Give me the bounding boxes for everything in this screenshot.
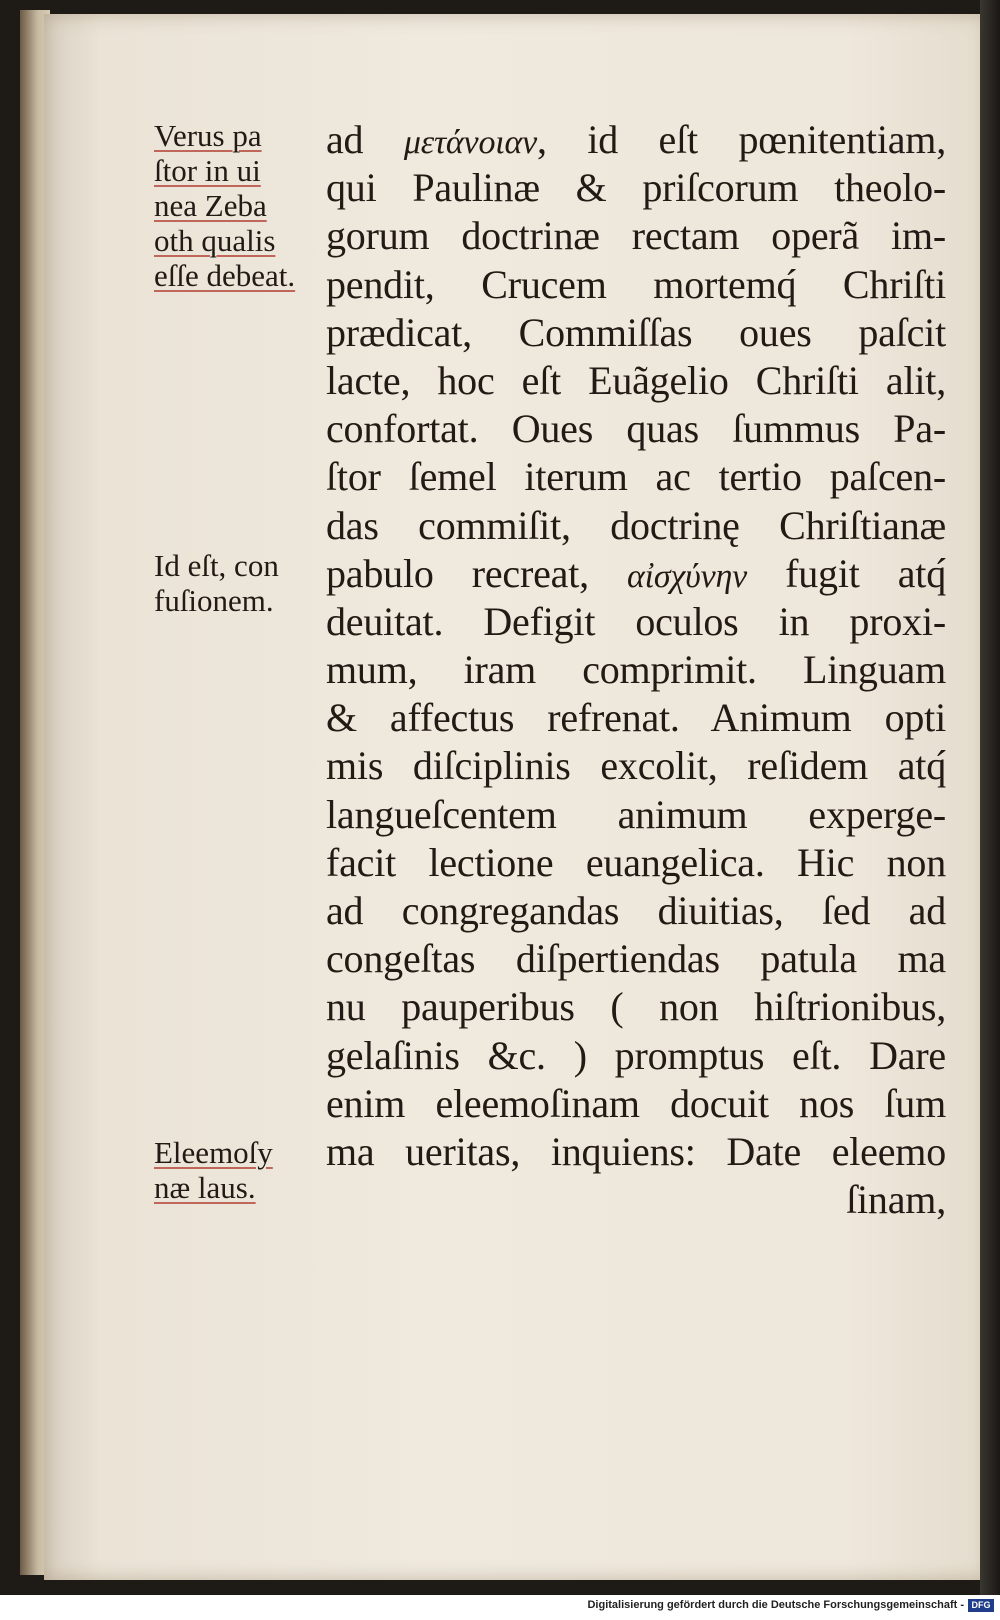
margin-note-line: oth qualis: [154, 223, 276, 258]
text-segment: congeſtas diſpertiendas patula ma: [326, 936, 946, 982]
funding-credit: Digitalisierung gefördert durch die Deutsche Forschungsgemeinschaft -: [587, 1599, 964, 1611]
greek-word: αἰσχύνην: [626, 557, 748, 595]
text-segment: enim eleemoſinam docuit nos ſum: [326, 1080, 946, 1126]
text-line: [326, 1032, 946, 1080]
margin-note-line: fuſionem.: [154, 583, 274, 618]
margin-note-line: Verus pa: [154, 118, 262, 153]
text-line: [326, 116, 946, 164]
text-line: [326, 453, 946, 501]
text-line: [326, 887, 946, 935]
text-line: [326, 1128, 946, 1176]
text-segment: gorum doctrinæ rectam operã im-: [326, 213, 946, 259]
text-segment: confortat. Oues quas ſummus Pa-: [326, 406, 946, 452]
text-line: [326, 550, 946, 598]
text-line: [326, 357, 946, 405]
text-segment: , id eſt pœnitentiam,: [537, 117, 947, 162]
margin-note-line: ſtor in ui: [154, 153, 261, 188]
text-segment: gelaſinis &c. ) promptus eſt. Dare: [326, 1032, 946, 1078]
margin-note-id-est: [154, 548, 314, 618]
footer-bar: [0, 1595, 1000, 1620]
text-line: [326, 1080, 946, 1128]
margin-note-line: eſſe debeat.: [154, 258, 296, 293]
text-line: [326, 742, 946, 790]
margin-note-line: nea Zeba: [154, 188, 267, 223]
text-segment: prædicat, Commiſſas oues paſcit: [326, 309, 946, 355]
text-line: [326, 405, 946, 453]
text-line: [326, 839, 946, 887]
text-segment: langueſcentem animum experge-: [326, 791, 946, 837]
text-line: [326, 212, 946, 260]
text-segment: ſinam,: [846, 1177, 946, 1223]
text-segment: lacte, hoc eſt Euãgelio Chriſti alit,: [326, 357, 946, 403]
dfg-logo: DFG: [968, 1599, 994, 1612]
text-line: [326, 646, 946, 694]
body-text: [326, 116, 946, 1224]
text-segment: facit lectione euangelica. Hic non: [326, 839, 946, 885]
text-line: [326, 935, 946, 983]
margin-note-verus-pastor: [154, 118, 314, 293]
text-line: [326, 791, 946, 839]
book-right-edge: [980, 0, 1000, 1595]
text-segment: fugit atq́: [747, 550, 946, 596]
text-line: [326, 261, 946, 309]
text-segment: qui Paulinæ & priſcorum theolo-: [326, 165, 946, 211]
text-segment: & affectus refrenat. Animum opti: [326, 695, 946, 741]
text-segment: ad: [326, 117, 404, 162]
text-segment: ad congregandas diuitias, ſed ad: [326, 888, 946, 933]
text-line: [326, 983, 946, 1031]
text-line: [326, 164, 946, 212]
text-segment: nu pauperibus ( non hiſtrionibus,: [326, 984, 946, 1030]
margin-note-eleemosynae: [154, 1135, 314, 1205]
text-segment: mis diſciplinis excolit, reſidem atq́: [326, 743, 946, 789]
text-segment: ſtor ſemel iterum ac tertio paſcen-: [326, 454, 946, 500]
text-segment: pendit, Crucem mortemq́ Chriſti: [326, 261, 946, 307]
margin-note-line: Id eſt, con: [154, 548, 279, 583]
text-segment: ma ueritas, inquiens: Date eleemo: [326, 1128, 946, 1174]
text-segment: das commiſit, doctrinę Chriſtianæ: [326, 502, 946, 548]
text-line: [326, 694, 946, 742]
text-line: [326, 309, 946, 357]
text-segment: mum, iram comprimit. Linguam: [326, 647, 946, 693]
text-segment: pabulo recreat,: [326, 550, 627, 596]
greek-word: μετάνοιαν: [403, 124, 538, 161]
text-segment: deuitat. Defigit oculos in proxi-: [326, 598, 946, 644]
text-line: [326, 502, 946, 550]
margin-note-line: Eleemoſy: [154, 1135, 273, 1170]
text-line: [326, 1176, 946, 1224]
margin-note-line: næ laus.: [154, 1170, 256, 1205]
text-line: [326, 598, 946, 646]
